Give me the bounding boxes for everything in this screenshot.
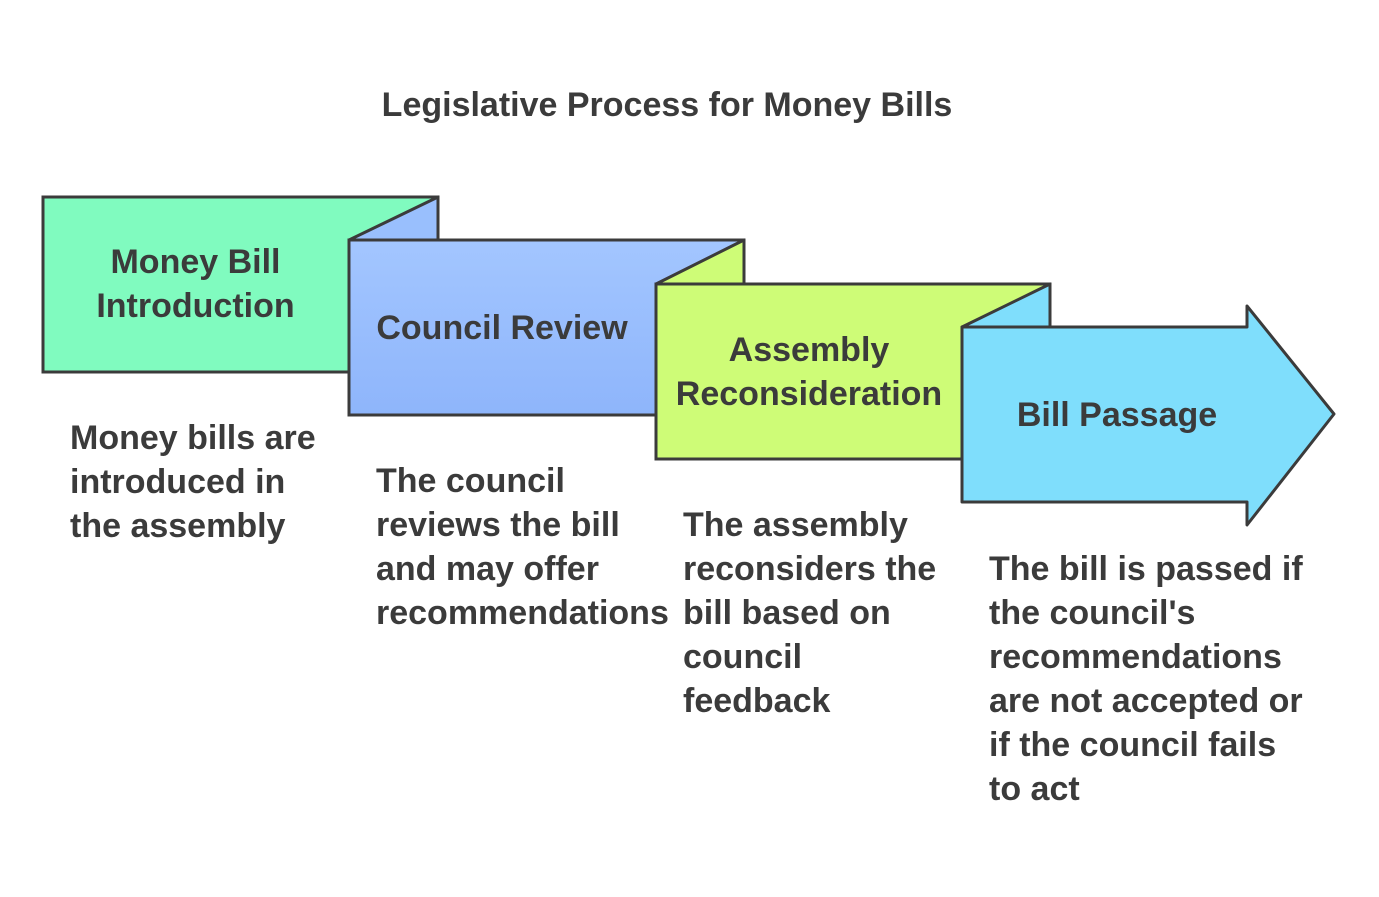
step-desc-introduction: [70, 416, 340, 548]
step-desc-council-review: [376, 459, 676, 635]
step-title-reconsideration: [656, 328, 962, 416]
step-title-passage: [962, 393, 1272, 437]
step-title-introduction: [43, 240, 348, 328]
desc-line: Money bills are: [70, 419, 316, 457]
desc-line: feedback: [683, 682, 831, 720]
desc-line: reconsiders the: [683, 550, 937, 588]
step-desc-reconsideration: [683, 503, 973, 723]
step-title-line: Bill Passage: [1016, 396, 1218, 434]
desc-line: the assembly: [70, 507, 286, 545]
diagram-title: Legislative Process for Money Bills: [381, 86, 953, 124]
desc-line: recommendations: [376, 594, 669, 632]
step-desc-passage: [989, 547, 1329, 811]
desc-line: introduced in: [70, 463, 286, 501]
desc-line: The assembly: [683, 506, 908, 544]
desc-line: to act: [989, 770, 1080, 808]
step-title-council-review: [349, 306, 655, 350]
desc-line: and may offer: [376, 550, 599, 588]
step-title-line: Council Review: [376, 309, 628, 347]
desc-line: recommendations: [989, 638, 1282, 676]
step-title-line: Assembly: [728, 331, 890, 369]
desc-line: reviews the bill: [376, 506, 620, 544]
desc-line: The council: [376, 462, 565, 500]
desc-line: bill based on: [683, 594, 891, 632]
desc-line: The bill is passed if: [989, 550, 1303, 588]
desc-line: if the council fails: [989, 726, 1277, 764]
step-title-line: Money Bill: [110, 243, 281, 281]
step-title-line: Introduction: [96, 287, 295, 325]
step-title-line: Reconsideration: [675, 375, 943, 413]
desc-line: the council's: [989, 594, 1196, 632]
desc-line: are not accepted or: [989, 682, 1303, 720]
desc-line: council: [683, 638, 803, 676]
